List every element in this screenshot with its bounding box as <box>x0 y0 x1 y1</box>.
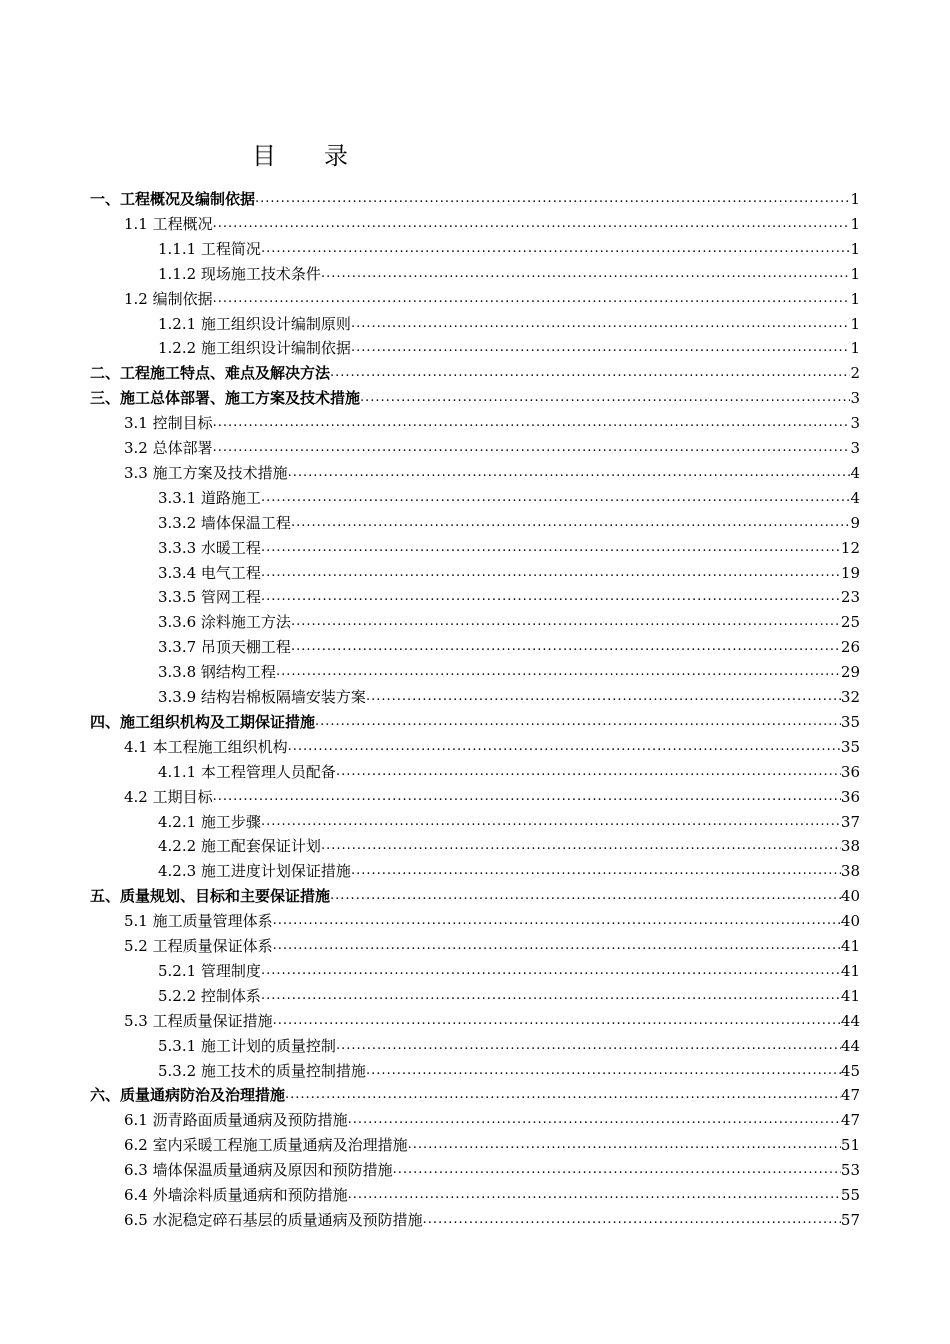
toc-entry-title: 3.3.6 涂料施工方法 <box>158 613 291 632</box>
toc-entry[interactable] <box>124 785 860 807</box>
toc-entry-page: 38 <box>840 837 860 856</box>
toc-entry-title: 3.3.9 结构岩棉板隔墙安装方案 <box>158 688 366 706</box>
toc-entry-title: 4.2 工期目标 <box>124 787 213 806</box>
toc-leader-dots <box>408 1135 841 1155</box>
toc-entry-title: 5.2 工程质量保证体系 <box>124 937 273 955</box>
toc-entry-title: 5.2.1 管理制度 <box>158 961 261 980</box>
toc-title-right: 录 <box>324 142 348 170</box>
toc-entry-page: 36 <box>840 787 860 806</box>
toc-leader-dots <box>213 787 841 807</box>
toc-entry[interactable] <box>158 859 860 881</box>
toc-leader-dots <box>273 936 841 956</box>
toc-entry[interactable] <box>158 760 860 782</box>
toc-entry-page: 41 <box>840 986 860 1005</box>
toc-entry[interactable] <box>158 262 860 284</box>
toc-entry-title: 1.1.1 工程简况 <box>158 239 261 258</box>
toc-entry-page: 47 <box>840 1086 860 1105</box>
toc-leader-dots <box>423 1210 841 1230</box>
toc-entry-title: 6.1 沥青路面质量通病及预防措施 <box>124 1111 348 1130</box>
toc-entry[interactable] <box>158 536 860 558</box>
toc-entry-page: 57 <box>840 1210 860 1229</box>
toc-entry[interactable] <box>90 884 860 906</box>
toc-entry-title: 6.3 墙体保温质量通病及原因和预防措施 <box>124 1161 393 1180</box>
toc-leader-dots <box>255 189 850 209</box>
toc-entry-title: 3.3.7 吊顶天棚工程 <box>158 638 291 657</box>
toc-entry[interactable] <box>90 187 860 209</box>
toc-entry[interactable] <box>124 1183 860 1205</box>
toc-entry-page: 41 <box>840 961 860 980</box>
toc-leader-dots <box>273 911 841 931</box>
toc-entry[interactable] <box>90 386 860 408</box>
toc-entry-title: 3.3.3 水暖工程 <box>158 538 261 557</box>
toc-entry[interactable] <box>90 1083 860 1105</box>
toc-entry-title: 二、工程施工特点、难点及解决方法 <box>90 364 331 383</box>
toc-leader-dots <box>285 1085 841 1105</box>
toc-title <box>252 136 352 171</box>
toc-entry-title: 4.1.1 本工程管理人员配备 <box>158 762 336 781</box>
toc-entry[interactable] <box>124 1208 860 1230</box>
toc-entry-page: 1 <box>850 289 860 308</box>
toc-entry-page: 25 <box>840 613 860 632</box>
toc-leader-dots <box>261 488 851 508</box>
toc-entry-page: 1 <box>850 190 860 208</box>
toc-entry-page: 32 <box>840 688 860 706</box>
toc-entry[interactable] <box>158 1034 860 1056</box>
toc-leader-dots <box>291 612 841 632</box>
toc-entry-title: 一、工程概况及编制依据 <box>90 190 256 208</box>
toc-entry[interactable] <box>90 361 860 383</box>
toc-leader-dots <box>261 239 851 259</box>
toc-leader-dots <box>261 812 841 832</box>
toc-entry-title: 四、施工组织机构及工期保证措施 <box>90 712 316 731</box>
toc-leader-dots <box>321 836 841 856</box>
toc-leader-dots <box>213 438 851 458</box>
toc-entry[interactable] <box>158 486 860 508</box>
toc-entry[interactable] <box>158 984 860 1006</box>
toc-entry-title: 4.1 本工程施工组织机构 <box>124 737 288 756</box>
toc-entry-title: 3.3.4 电气工程 <box>158 563 261 582</box>
toc-entry-page: 44 <box>840 1011 860 1030</box>
toc-entry-title: 1.1.2 现场施工技术条件 <box>158 264 321 283</box>
toc-entry-title: 6.5 水泥稳定碎石基层的质量通病及预防措施 <box>124 1210 423 1229</box>
toc-leader-dots <box>213 289 851 309</box>
toc-entry-title: 6.2 室内采暖工程施工质量通病及治理措施 <box>124 1136 408 1155</box>
toc-leader-dots <box>288 463 851 483</box>
toc-leader-dots <box>291 513 851 533</box>
toc-leader-dots <box>351 314 851 334</box>
toc-entry-page: 3 <box>850 439 860 457</box>
toc-entry[interactable] <box>158 312 860 334</box>
toc-entry-page: 40 <box>840 912 860 931</box>
toc-entry-title: 4.2.2 施工配套保证计划 <box>158 837 321 856</box>
toc-entry-title: 3.3.5 管网工程 <box>158 588 261 607</box>
toc-leader-dots <box>351 861 841 881</box>
toc-leader-dots <box>213 413 851 433</box>
toc-entry[interactable] <box>158 834 860 856</box>
toc-leader-dots <box>315 712 841 732</box>
toc-entry-page: 1 <box>850 339 860 358</box>
toc-entry-title: 4.2.3 施工进度计划保证措施 <box>158 862 351 881</box>
toc-title-left: 目 <box>252 142 276 170</box>
toc-entry[interactable] <box>124 436 860 458</box>
toc-entry-title: 3.1 控制目标 <box>124 414 213 433</box>
toc-leader-dots <box>348 1185 841 1205</box>
toc-entry[interactable] <box>158 685 860 707</box>
toc-entry-page: 1 <box>850 264 860 283</box>
toc-entry[interactable] <box>124 1009 860 1031</box>
toc-entry[interactable] <box>158 561 860 583</box>
toc-entry-title: 5.3.1 施工计划的质量控制 <box>158 1036 336 1055</box>
toc-entry[interactable] <box>158 959 860 981</box>
toc-entry-page: 35 <box>840 712 860 731</box>
toc-entry-page: 44 <box>840 1036 860 1055</box>
toc-entry-page: 23 <box>840 588 860 607</box>
toc-leader-dots <box>360 388 850 408</box>
toc-entry[interactable] <box>158 585 860 607</box>
toc-leader-dots <box>366 687 841 707</box>
toc-entry-title: 5.3.2 施工技术的质量控制措施 <box>158 1061 366 1080</box>
toc-entry[interactable] <box>158 610 860 632</box>
toc-entry-page: 3 <box>850 414 860 433</box>
toc-leader-dots <box>351 338 851 358</box>
toc-entry-page: 51 <box>840 1136 860 1155</box>
toc-entry[interactable] <box>158 660 860 682</box>
toc-entry[interactable] <box>158 1059 860 1081</box>
toc-entry-page: 41 <box>840 937 860 955</box>
toc-leader-dots <box>336 762 841 782</box>
toc-leader-dots <box>261 538 841 558</box>
toc-entry-title: 1.1 工程概况 <box>124 214 213 233</box>
toc-entry-title: 3.2 总体部署 <box>124 439 213 457</box>
toc-entry-page: 26 <box>840 638 860 657</box>
toc-entry[interactable] <box>124 212 860 234</box>
toc-entry-title: 1.2 编制依据 <box>124 289 213 308</box>
toc-entry[interactable] <box>124 461 860 483</box>
toc-leader-dots <box>330 363 850 383</box>
toc-entry[interactable] <box>158 511 860 533</box>
toc-entry[interactable] <box>124 1108 860 1130</box>
toc-entry-page: 2 <box>850 364 860 383</box>
toc-entry[interactable] <box>158 635 860 657</box>
toc-leader-dots <box>366 1061 841 1081</box>
toc-entry-page: 1 <box>850 214 860 233</box>
toc-entry-page: 36 <box>840 762 860 781</box>
toc-entry-page: 3 <box>850 389 860 408</box>
toc-entry-page: 35 <box>840 737 860 756</box>
toc-entry-page: 9 <box>850 513 860 532</box>
toc-leader-dots <box>261 563 841 583</box>
toc-entry[interactable] <box>124 411 860 433</box>
toc-leader-dots <box>288 737 841 757</box>
toc-leader-dots <box>261 961 841 981</box>
toc-entry-title: 5.1 施工质量管理体系 <box>124 912 273 931</box>
toc-leader-dots <box>330 886 841 906</box>
toc-entry[interactable] <box>124 909 860 931</box>
toc-leader-dots <box>261 587 841 607</box>
toc-entry-title: 6.4 外墙涂料质量通病和预防措施 <box>124 1186 348 1204</box>
toc-entry-title: 5.3 工程质量保证措施 <box>124 1011 273 1030</box>
toc-entry-page: 19 <box>840 563 860 582</box>
toc-entry-title: 5.2.2 控制体系 <box>158 986 261 1005</box>
toc-entry-page: 47 <box>840 1111 860 1130</box>
toc-leader-dots <box>321 264 851 284</box>
toc-entry-title: 3.3.8 钢结构工程 <box>158 663 276 682</box>
toc-entry-page: 29 <box>840 663 860 682</box>
toc-entry[interactable] <box>90 710 860 732</box>
toc-entry-page: 1 <box>850 314 860 333</box>
toc-entry-page: 4 <box>850 488 860 507</box>
toc-entry-page: 12 <box>840 538 860 557</box>
toc-entry-page: 55 <box>840 1186 860 1204</box>
toc-leader-dots <box>393 1160 841 1180</box>
toc-entry[interactable] <box>158 336 860 358</box>
toc-entry-title: 五、质量规划、目标和主要保证措施 <box>90 887 331 906</box>
toc-leader-dots <box>273 1011 841 1031</box>
toc-leader-dots <box>348 1110 841 1130</box>
toc-entry-title: 4.2.1 施工步骤 <box>158 812 261 831</box>
toc-entry[interactable] <box>158 237 860 259</box>
toc-entry[interactable] <box>158 810 860 832</box>
toc-entry-page: 1 <box>850 239 860 258</box>
toc-entry-title: 六、质量通病防治及治理措施 <box>90 1086 286 1105</box>
toc-entry-title: 3.3 施工方案及技术措施 <box>124 463 288 482</box>
toc-entry-page: 4 <box>850 463 860 482</box>
toc-entry-page: 37 <box>840 812 860 831</box>
toc-entry-title: 3.3.2 墙体保温工程 <box>158 513 291 532</box>
toc-entry-page: 45 <box>840 1061 860 1080</box>
toc-entry-page: 38 <box>840 862 860 881</box>
toc-entry-page: 53 <box>840 1161 860 1180</box>
toc-entry[interactable] <box>124 1133 860 1155</box>
toc-entry-title: 3.3.1 道路施工 <box>158 488 261 507</box>
toc-entry[interactable] <box>124 287 860 309</box>
toc-leader-dots <box>261 986 841 1006</box>
toc-entry-title: 1.2.2 施工组织设计编制依据 <box>158 339 351 358</box>
toc-entry-title: 三、施工总体部署、施工方案及技术措施 <box>90 389 361 408</box>
toc-leader-dots <box>336 1036 841 1056</box>
toc-entry-title: 1.2.1 施工组织设计编制原则 <box>158 314 351 333</box>
toc-leader-dots <box>276 662 841 682</box>
toc-leader-dots <box>291 637 841 657</box>
toc-entry-page: 40 <box>840 887 860 906</box>
toc-entry[interactable] <box>124 934 860 956</box>
toc-entry[interactable] <box>124 735 860 757</box>
toc-leader-dots <box>213 214 851 234</box>
toc-entry[interactable] <box>124 1158 860 1180</box>
